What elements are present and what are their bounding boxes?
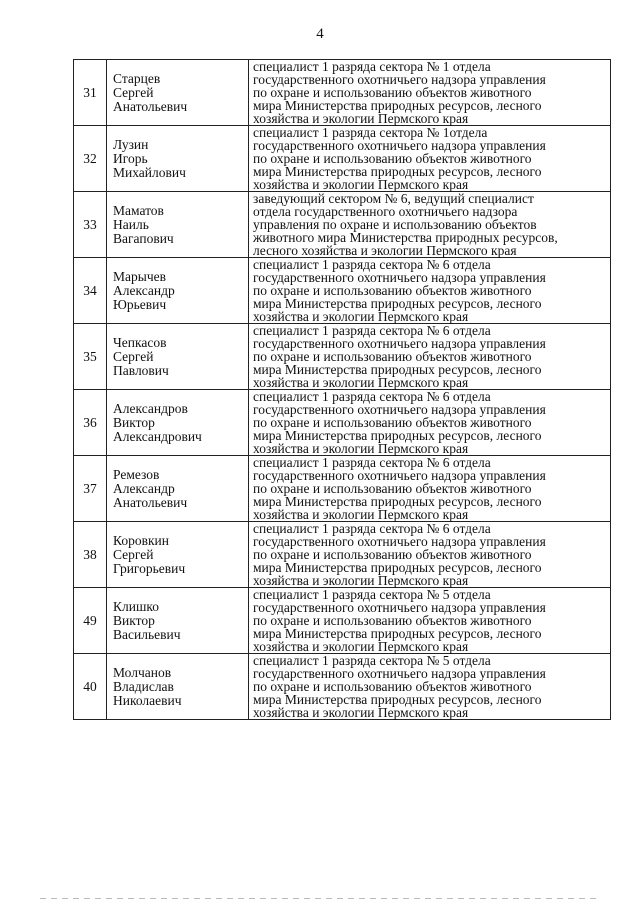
- row-number: 33: [74, 192, 107, 258]
- name-line: Александр: [113, 282, 175, 298]
- employee-name: [107, 192, 249, 258]
- name-line: Игорь: [113, 150, 148, 166]
- employee-name: [107, 522, 249, 588]
- position-line: государственного охотничьего надзора управления: [253, 666, 546, 681]
- employee-name: [107, 258, 249, 324]
- employee-position: [249, 324, 611, 390]
- position-line: хозяйства и экологии Пермского края: [253, 375, 469, 390]
- position-line: мира Министерства природных ресурсов, лесного: [253, 692, 542, 707]
- position-line: мира Министерства природных ресурсов, лесного: [253, 98, 542, 113]
- employee-name: [107, 456, 249, 522]
- position-line: хозяйства и экологии Пермского края: [253, 573, 469, 588]
- name-line: Васильевич: [113, 626, 181, 642]
- employee-name: [107, 60, 249, 126]
- table-row: [74, 324, 611, 390]
- position-line: мира Министерства природных ресурсов, лесного: [253, 428, 542, 443]
- table-row: [74, 192, 611, 258]
- position-line: специалист 1 разряда сектора № 5 отдела: [253, 587, 491, 602]
- table-row: [74, 522, 611, 588]
- name-line: Александров: [113, 400, 188, 416]
- employee-position: [249, 588, 611, 654]
- name-line: Старцев: [113, 70, 161, 86]
- name-line: Николаевич: [113, 692, 182, 708]
- row-number: 49: [74, 588, 107, 654]
- employee-position: [249, 654, 611, 720]
- position-line: по охране и использованию объектов животного: [253, 679, 532, 694]
- name-line: Александр: [113, 480, 175, 496]
- table-row: [74, 654, 611, 720]
- name-line: Маматов: [113, 202, 164, 218]
- name-line: Анатольевич: [113, 98, 188, 114]
- position-line: лесного хозяйства и экологии Пермского края: [253, 243, 517, 258]
- position-line: государственного охотничьего надзора управления: [253, 336, 546, 351]
- position-line: по охране и использованию объектов животного: [253, 283, 532, 298]
- page-number: 4: [316, 26, 324, 42]
- position-line: государственного охотничьего надзора управления: [253, 600, 546, 615]
- position-line: хозяйства и экологии Пермского края: [253, 507, 469, 522]
- position-line: мира Министерства природных ресурсов, лесного: [253, 560, 542, 575]
- position-line: хозяйства и экологии Пермского края: [253, 309, 469, 324]
- employee-name: [107, 126, 249, 192]
- position-line: по охране и использованию объектов животного: [253, 481, 532, 496]
- position-line: по охране и использованию объектов животного: [253, 349, 532, 364]
- position-line: специалист 1 разряда сектора № 5 отдела: [253, 653, 491, 668]
- name-line: Александрович: [113, 428, 202, 444]
- position-line: специалист 1 разряда сектора № 1 отдела: [253, 59, 491, 74]
- employee-position: [249, 258, 611, 324]
- name-line: Наиль: [113, 216, 149, 232]
- staff-table: [73, 59, 611, 720]
- table-row: [74, 588, 611, 654]
- row-number: 40: [74, 654, 107, 720]
- name-line: Анатольевич: [113, 494, 188, 510]
- position-line: по охране и использованию объектов животного: [253, 547, 532, 562]
- name-line: Григорьевич: [113, 560, 186, 576]
- table-row: [74, 126, 611, 192]
- name-line: Чепкасов: [113, 334, 167, 350]
- position-line: государственного охотничьего надзора управления: [253, 72, 546, 87]
- employee-position: [249, 60, 611, 126]
- row-number: 36: [74, 390, 107, 456]
- employee-position: [249, 390, 611, 456]
- employee-position: [249, 192, 611, 258]
- position-line: специалист 1 разряда сектора № 6 отдела: [253, 257, 491, 272]
- position-line: отдела государственного охотничьего надзора: [253, 204, 518, 219]
- staff-table-body: [74, 60, 611, 720]
- row-number: 34: [74, 258, 107, 324]
- position-line: мира Министерства природных ресурсов, лесного: [253, 494, 542, 509]
- name-line: Владислав: [113, 678, 174, 694]
- position-line: государственного охотничьего надзора управления: [253, 138, 546, 153]
- table-row: [74, 390, 611, 456]
- position-line: специалист 1 разряда сектора № 6 отдела: [253, 389, 491, 404]
- table-row: [74, 60, 611, 126]
- employee-position: [249, 522, 611, 588]
- position-line: управления по охране и использованию объектов: [253, 217, 537, 232]
- position-line: мира Министерства природных ресурсов, лесного: [253, 296, 542, 311]
- position-line: по охране и использованию объектов животного: [253, 415, 532, 430]
- position-line: государственного охотничьего надзора управления: [253, 468, 546, 483]
- name-line: Молчанов: [113, 664, 172, 680]
- name-line: Сергей: [113, 84, 154, 100]
- name-line: Вагапович: [113, 230, 174, 246]
- position-line: государственного охотничьего надзора управления: [253, 534, 546, 549]
- name-line: Виктор: [113, 612, 155, 628]
- name-line: Юрьевич: [113, 296, 167, 312]
- position-line: хозяйства и экологии Пермского края: [253, 441, 469, 456]
- name-line: Марычев: [113, 268, 166, 284]
- row-number: 37: [74, 456, 107, 522]
- position-line: специалист 1 разряда сектора № 1отдела: [253, 125, 488, 140]
- position-line: специалист 1 разряда сектора № 6 отдела: [253, 323, 491, 338]
- name-line: Павлович: [113, 362, 169, 378]
- name-line: Сергей: [113, 546, 154, 562]
- position-line: специалист 1 разряда сектора № 6 отдела: [253, 455, 491, 470]
- employee-position: [249, 126, 611, 192]
- name-line: Сергей: [113, 348, 154, 364]
- name-line: Виктор: [113, 414, 155, 430]
- position-line: хозяйства и экологии Пермского края: [253, 705, 469, 720]
- position-line: мира Министерства природных ресурсов, лесного: [253, 164, 542, 179]
- row-number: 35: [74, 324, 107, 390]
- name-line: Лузин: [113, 136, 149, 152]
- position-line: заведующий сектором № 6, ведущий специалист: [253, 191, 534, 206]
- name-line: Ремезов: [113, 466, 160, 482]
- name-line: Клишко: [113, 598, 159, 614]
- position-line: по охране и использованию объектов животного: [253, 85, 532, 100]
- table-row: [74, 258, 611, 324]
- employee-position: [249, 456, 611, 522]
- table-row: [74, 456, 611, 522]
- name-line: Коровкин: [113, 532, 169, 548]
- employee-name: [107, 654, 249, 720]
- position-line: мира Министерства природных ресурсов, лесного: [253, 362, 542, 377]
- row-number: 31: [74, 60, 107, 126]
- position-line: мира Министерства природных ресурсов, лесного: [253, 626, 542, 641]
- position-line: государственного охотничьего надзора управления: [253, 402, 546, 417]
- position-line: хозяйства и экологии Пермского края: [253, 639, 469, 654]
- employee-name: [107, 588, 249, 654]
- position-line: хозяйства и экологии Пермского края: [253, 111, 469, 126]
- position-line: государственного охотничьего надзора управления: [253, 270, 546, 285]
- name-line: Михайлович: [113, 164, 186, 180]
- employee-name: [107, 390, 249, 456]
- position-line: специалист 1 разряда сектора № 6 отдела: [253, 521, 491, 536]
- position-line: по охране и использованию объектов животного: [253, 613, 532, 628]
- employee-name: [107, 324, 249, 390]
- position-line: по охране и использованию объектов животного: [253, 151, 532, 166]
- row-number: 32: [74, 126, 107, 192]
- scan-artifact-line: [40, 898, 600, 899]
- row-number: 38: [74, 522, 107, 588]
- position-line: хозяйства и экологии Пермского края: [253, 177, 469, 192]
- position-line: животного мира Министерства природных ресурсов,: [253, 230, 558, 245]
